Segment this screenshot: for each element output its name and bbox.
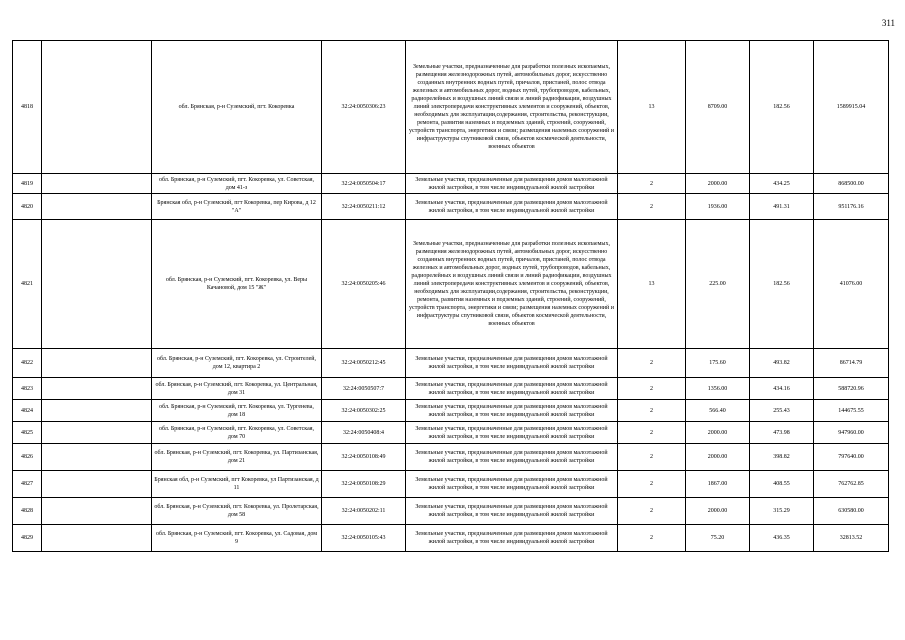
address-cell: обл. Брянская, р-н Суземский, пгт. Кокоревка, ул. Советская, дом 70 [152, 422, 322, 444]
group-code-cell: 2 [618, 400, 686, 422]
row-blank-cell [42, 349, 152, 378]
cadastral-value-cell: 762762.85 [814, 471, 889, 498]
group-code-cell: 13 [618, 41, 686, 174]
land-purpose-cell: Земельные участки, предназначенные для размещения домов малоэтажной жилой застройки, в том числе индивидуальной жилой застройки [406, 400, 618, 422]
row-blank-cell [42, 174, 152, 194]
cadastral-value-cell: 588720.96 [814, 378, 889, 400]
table-row [13, 400, 889, 422]
group-code-cell: 2 [618, 422, 686, 444]
cadastral-value-table [12, 40, 889, 552]
specific-value-cell: 434.25 [750, 174, 814, 194]
land-purpose-cell: Земельные участки, предназначенные для размещения домов малоэтажной жилой застройки, в том числе индивидуальной жилой застройки [406, 194, 618, 220]
row-number-cell: 4818 [13, 41, 42, 174]
land-purpose-cell: Земельные участки, предназначенные для размещения домов малоэтажной жилой застройки, в том числе индивидуальной жилой застройки [406, 471, 618, 498]
table-row [13, 471, 889, 498]
cadastral-number-cell: 32:24:0050306:23 [322, 41, 406, 174]
table-row [13, 498, 889, 525]
land-purpose-cell: Земельные участки, предназначенные для размещения домов малоэтажной жилой застройки, в том числе индивидуальной жилой застройки [406, 444, 618, 471]
table-row [13, 422, 889, 444]
area-cell: 2000.00 [686, 444, 750, 471]
area-cell: 1867.00 [686, 471, 750, 498]
table-row [13, 41, 889, 174]
group-code-cell: 2 [618, 498, 686, 525]
land-purpose-cell: Земельные участки, предназначенные для размещения домов малоэтажной жилой застройки, в том числе индивидуальной жилой застройки [406, 525, 618, 552]
cadastral-number-cell: 32:24:0050105:43 [322, 525, 406, 552]
area-cell: 1356.00 [686, 378, 750, 400]
area-cell: 175.60 [686, 349, 750, 378]
specific-value-cell: 434.16 [750, 378, 814, 400]
cadastral-value-cell: 41076.00 [814, 220, 889, 349]
specific-value-cell: 491.31 [750, 194, 814, 220]
row-number-cell: 4824 [13, 400, 42, 422]
table-row [13, 194, 889, 220]
row-number-cell: 4827 [13, 471, 42, 498]
table-row [13, 174, 889, 194]
cadastral-number-cell: 32:24:0050108:29 [322, 471, 406, 498]
land-purpose-cell: Земельные участки, предназначенные для размещения домов малоэтажной жилой застройки, в том числе индивидуальной жилой застройки [406, 349, 618, 378]
table-row [13, 378, 889, 400]
area-cell: 75.20 [686, 525, 750, 552]
row-blank-cell [42, 220, 152, 349]
address-cell: Брянская обл, р-н Суземский, пгт Кокоревка, ул Партизанская, д 11 [152, 471, 322, 498]
land-purpose-cell: Земельные участки, предназначенные для размещения домов малоэтажной жилой застройки, в том числе индивидуальной жилой застройки [406, 378, 618, 400]
specific-value-cell: 182.56 [750, 220, 814, 349]
cadastral-value-cell: 797640.00 [814, 444, 889, 471]
cadastral-number-cell: 32:24:0050211:12 [322, 194, 406, 220]
address-cell: обл. Брянская, р-н Суземский, пгт. Кокоревка [152, 41, 322, 174]
cadastral-number-cell: 32:24:0050408:4 [322, 422, 406, 444]
row-blank-cell [42, 400, 152, 422]
row-number-cell: 4823 [13, 378, 42, 400]
cadastral-value-cell: 144675.55 [814, 400, 889, 422]
row-number-cell: 4825 [13, 422, 42, 444]
address-cell: обл. Брянская, р-н Суземский, пгт. Кокоревка, ул. Партизанская, дом 21 [152, 444, 322, 471]
cadastral-number-cell: 32:24:0050202:11 [322, 498, 406, 525]
table-row [13, 444, 889, 471]
address-cell: обл. Брянская, р-н Суземский, пгт. Кокоревка, ул. Пролетарская, дом 58 [152, 498, 322, 525]
table-row [13, 525, 889, 552]
row-blank-cell [42, 422, 152, 444]
table-row [13, 349, 889, 378]
group-code-cell: 2 [618, 349, 686, 378]
area-cell: 2000.00 [686, 174, 750, 194]
area-cell: 566.40 [686, 400, 750, 422]
row-number-cell: 4826 [13, 444, 42, 471]
cadastral-value-cell: 951176.16 [814, 194, 889, 220]
land-purpose-cell: Земельные участки, предназначенные для размещения домов малоэтажной жилой застройки, в том числе индивидуальной жилой застройки [406, 422, 618, 444]
cadastral-value-cell: 86714.79 [814, 349, 889, 378]
group-code-cell: 2 [618, 378, 686, 400]
specific-value-cell: 182.56 [750, 41, 814, 174]
row-blank-cell [42, 194, 152, 220]
address-cell: Брянская обл, р-н Суземский, пгт Кокоревка, пер Кирова, д 12 "А" [152, 194, 322, 220]
cadastral-number-cell: 32:24:0050212:45 [322, 349, 406, 378]
address-cell: обл. Брянская, р-н Суземский, пгт. Кокоревка, ул. Центральная, дом 31 [152, 378, 322, 400]
group-code-cell: 2 [618, 471, 686, 498]
address-cell: обл. Брянская, р-н Суземский, пгт. Кокоревка, ул. Строителей, дом 12, квартира 2 [152, 349, 322, 378]
table-body [13, 41, 889, 552]
row-number-cell: 4819 [13, 174, 42, 194]
address-cell: обл. Брянская, р-н Суземский, пгт. Кокоревка, ул. Тургенева, дом 18 [152, 400, 322, 422]
page-number: 311 [881, 18, 895, 28]
specific-value-cell: 436.35 [750, 525, 814, 552]
area-cell: 1936.00 [686, 194, 750, 220]
specific-value-cell: 315.29 [750, 498, 814, 525]
row-number-cell: 4821 [13, 220, 42, 349]
area-cell: 225.00 [686, 220, 750, 349]
cadastral-value-cell: 947960.00 [814, 422, 889, 444]
row-number-cell: 4829 [13, 525, 42, 552]
area-cell: 2000.00 [686, 498, 750, 525]
row-number-cell: 4822 [13, 349, 42, 378]
cadastral-value-cell: 868500.00 [814, 174, 889, 194]
group-code-cell: 2 [618, 444, 686, 471]
land-purpose-cell: Земельные участки, предназначенные для разработки полезных ископаемых, размещения железнодорожных путей, автомобильных дорог, искусственно созданных внутренних водных путей, причалов, пристаней, полос отвода железных и автомобильных дорог, водных путей, трубопроводов, кабельных, радиорелейных и воздушных линий связи и линий радиофикации, воздушных линий электропередачи конструктивных элементов и сооружений, объектов, необходимых для эксплуатации,содержания, строительства, реконструкции, ремонта, развития наземных и подземных зданий, строений, сооружений, устройств транспорта, энергетики и связи; размещения наземных сооружений и инфраструктуры спутниковой связи, объектов космической деятельности, военных объектов [406, 41, 618, 174]
cadastral-number-cell: 32:24:0050302:25 [322, 400, 406, 422]
specific-value-cell: 408.55 [750, 471, 814, 498]
row-blank-cell [42, 498, 152, 525]
land-purpose-cell: Земельные участки, предназначенные для размещения домов малоэтажной жилой застройки, в том числе индивидуальной жилой застройки [406, 174, 618, 194]
specific-value-cell: 255.43 [750, 400, 814, 422]
group-code-cell: 13 [618, 220, 686, 349]
table-row [13, 220, 889, 349]
cadastral-value-cell: 1589915.04 [814, 41, 889, 174]
cadastral-number-cell: 32:24:0050504:17 [322, 174, 406, 194]
cadastral-value-cell: 630580.00 [814, 498, 889, 525]
group-code-cell: 2 [618, 194, 686, 220]
row-blank-cell [42, 378, 152, 400]
cadastral-number-cell: 32:24:0050507:7 [322, 378, 406, 400]
area-cell: 8709.00 [686, 41, 750, 174]
land-purpose-cell: Земельные участки, предназначенные для разработки полезных ископаемых, размещения железнодорожных путей, автомобильных дорог, искусственно созданных внутренних водных путей, причалов, пристаней, полос отвода железных и автомобильных дорог, водных путей, трубопроводов, кабельных, радиорелейных и воздушных линий связи и линий радиофикации, воздушных линий электропередачи конструктивных элементов и сооружений, объектов, необходимых для эксплуатации,содержания, строительства, реконструкции, ремонта, развития наземных и подземных зданий, строений, сооружений, устройств транспорта, энергетики и связи; размещения наземных сооружений и инфраструктуры спутниковой связи, объектов космической деятельности, военных объектов [406, 220, 618, 349]
area-cell: 2000.00 [686, 422, 750, 444]
address-cell: обл. Брянская, р-н Суземский, пгт. Кокоревка, ул. Советская, дом 41-з [152, 174, 322, 194]
specific-value-cell: 493.82 [750, 349, 814, 378]
specific-value-cell: 398.82 [750, 444, 814, 471]
address-cell: обл. Брянская, р-н Суземский, пгт. Кокоревка, ул. Веры Качановой, дом 15 "Ж" [152, 220, 322, 349]
land-purpose-cell: Земельные участки, предназначенные для размещения домов малоэтажной жилой застройки, в том числе индивидуальной жилой застройки [406, 498, 618, 525]
row-blank-cell [42, 41, 152, 174]
cadastral-value-cell: 32813.52 [814, 525, 889, 552]
address-cell: обл. Брянская, р-н Суземский, пгт. Кокоревка, ул. Садовая, дом 9 [152, 525, 322, 552]
group-code-cell: 2 [618, 525, 686, 552]
cadastral-number-cell: 32:24:0050108:49 [322, 444, 406, 471]
row-blank-cell [42, 525, 152, 552]
group-code-cell: 2 [618, 174, 686, 194]
specific-value-cell: 473.98 [750, 422, 814, 444]
row-number-cell: 4820 [13, 194, 42, 220]
cadastral-number-cell: 32:24:0050205:46 [322, 220, 406, 349]
row-number-cell: 4828 [13, 498, 42, 525]
row-blank-cell [42, 471, 152, 498]
row-blank-cell [42, 444, 152, 471]
